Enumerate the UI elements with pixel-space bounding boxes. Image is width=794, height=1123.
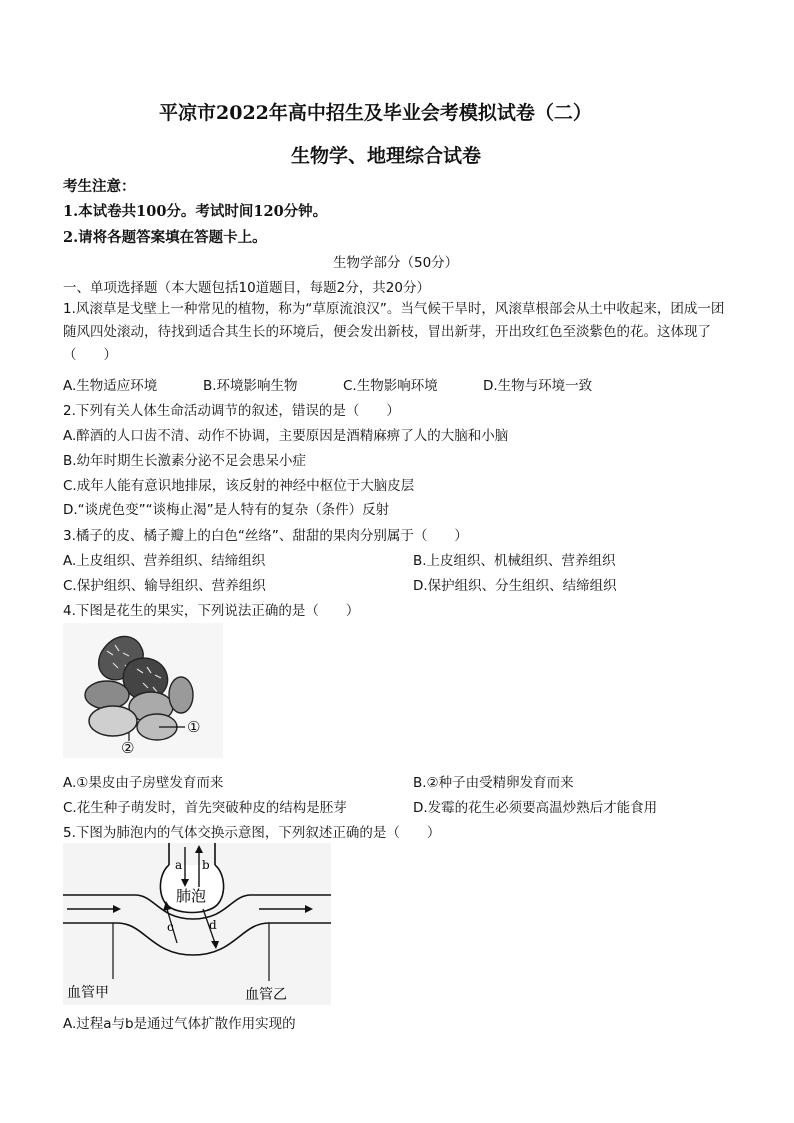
q2-option-b: B.幼年时期生长激素分泌不足会患呆小症 [63,453,307,469]
q4-option-c: C.花生种子萌发时，首先突破种皮的结构是胚芽 [63,800,347,816]
notice-item: 2.请将各题答案填在答题卡上。 [63,229,267,246]
alveolus-label: 肺泡 [176,887,207,905]
vessel-a-label: 血管甲 [67,985,109,1001]
q3-option-a: A.上皮组织、营养组织、结缔组织 [63,553,266,569]
question-3-stem: 3.橘子的皮、橘子瓣上的白色“丝络”、甜甜的果肉分别属于（ ） [63,528,468,544]
q3-option-b: B.上皮组织、机械组织、营养组织 [413,553,616,569]
alveolus-figure [63,843,331,1005]
label-d: d [209,918,217,932]
vessel-b-label: 血管乙 [245,987,287,1003]
q3-option-d: D.保护组织、分生组织、结缔组织 [413,578,617,594]
q5-option-a: A.过程a与b是通过气体扩散作用实现的 [63,1016,296,1032]
q2-option-a: A.醉酒的人口齿不清、动作不协调，主要原因是酒精麻痹了人的大脑和小脑 [63,428,509,444]
section-title: 生物学部分（50分） [333,255,459,271]
label-a: a [175,858,183,872]
notice-heading: 考生注意： [63,178,136,195]
q1-option-a: A.生物适应环境 [63,378,158,394]
q3-option-c: C.保护组织、输导组织、营养组织 [63,578,266,594]
label-c: c [167,920,174,934]
label-b: b [202,858,210,872]
question-5-stem: 5.下图为肺泡内的气体交换示意图，下列叙述正确的是（ ） [63,825,441,841]
question-1-stem: 1.风滚草是戈壁上一种常见的植物，称为“草原流浪汉”。当气候干旱时，风滚草根部会从土中收起来，团成一团随风四处滚动，待找到适合其生长的环境后，便会发出新枝，冒出新芽，开出玫红色至淡紫色的花。这体现了（ ） [63,301,725,363]
label-1: ① [187,718,201,736]
question-2-stem: 2.下列有关人体生命活动调节的叙述，错误的是（ ） [63,403,400,419]
peanut-figure [63,623,223,758]
q2-option-d: D.“谈虎色变”“谈梅止渴”是人特有的复杂（条件）反射 [63,502,390,518]
q1-option-c: C.生物影响环境 [343,378,438,394]
label-2: ② [121,739,135,757]
part-heading: 一、单项选择题（本大题包括10道题目，每题2分，共20分） [63,280,430,296]
exam-title: 平凉市2022年高中招生及毕业会考模拟试卷（二） [159,102,592,124]
q1-option-d: D.生物与环境一致 [483,378,593,394]
question-4-stem: 4.下图是花生的果实，下列说法正确的是（ ） [63,603,360,619]
q4-option-b: B.②种子由受精卵发育而来 [413,775,574,791]
q4-option-d: D.发霉的花生必须要高温炒熟后才能食用 [413,800,658,816]
q1-option-b: B.环境影响生物 [203,378,298,394]
q4-option-a: A.①果皮由子房壁发育而来 [63,775,224,791]
notice-item: 1.本试卷共100分。考试时间120分钟。 [63,203,328,220]
q2-option-c: C.成年人能有意识地排尿，该反射的神经中枢位于大脑皮层 [63,478,415,494]
exam-subtitle: 生物学、地理综合试卷 [291,145,482,167]
